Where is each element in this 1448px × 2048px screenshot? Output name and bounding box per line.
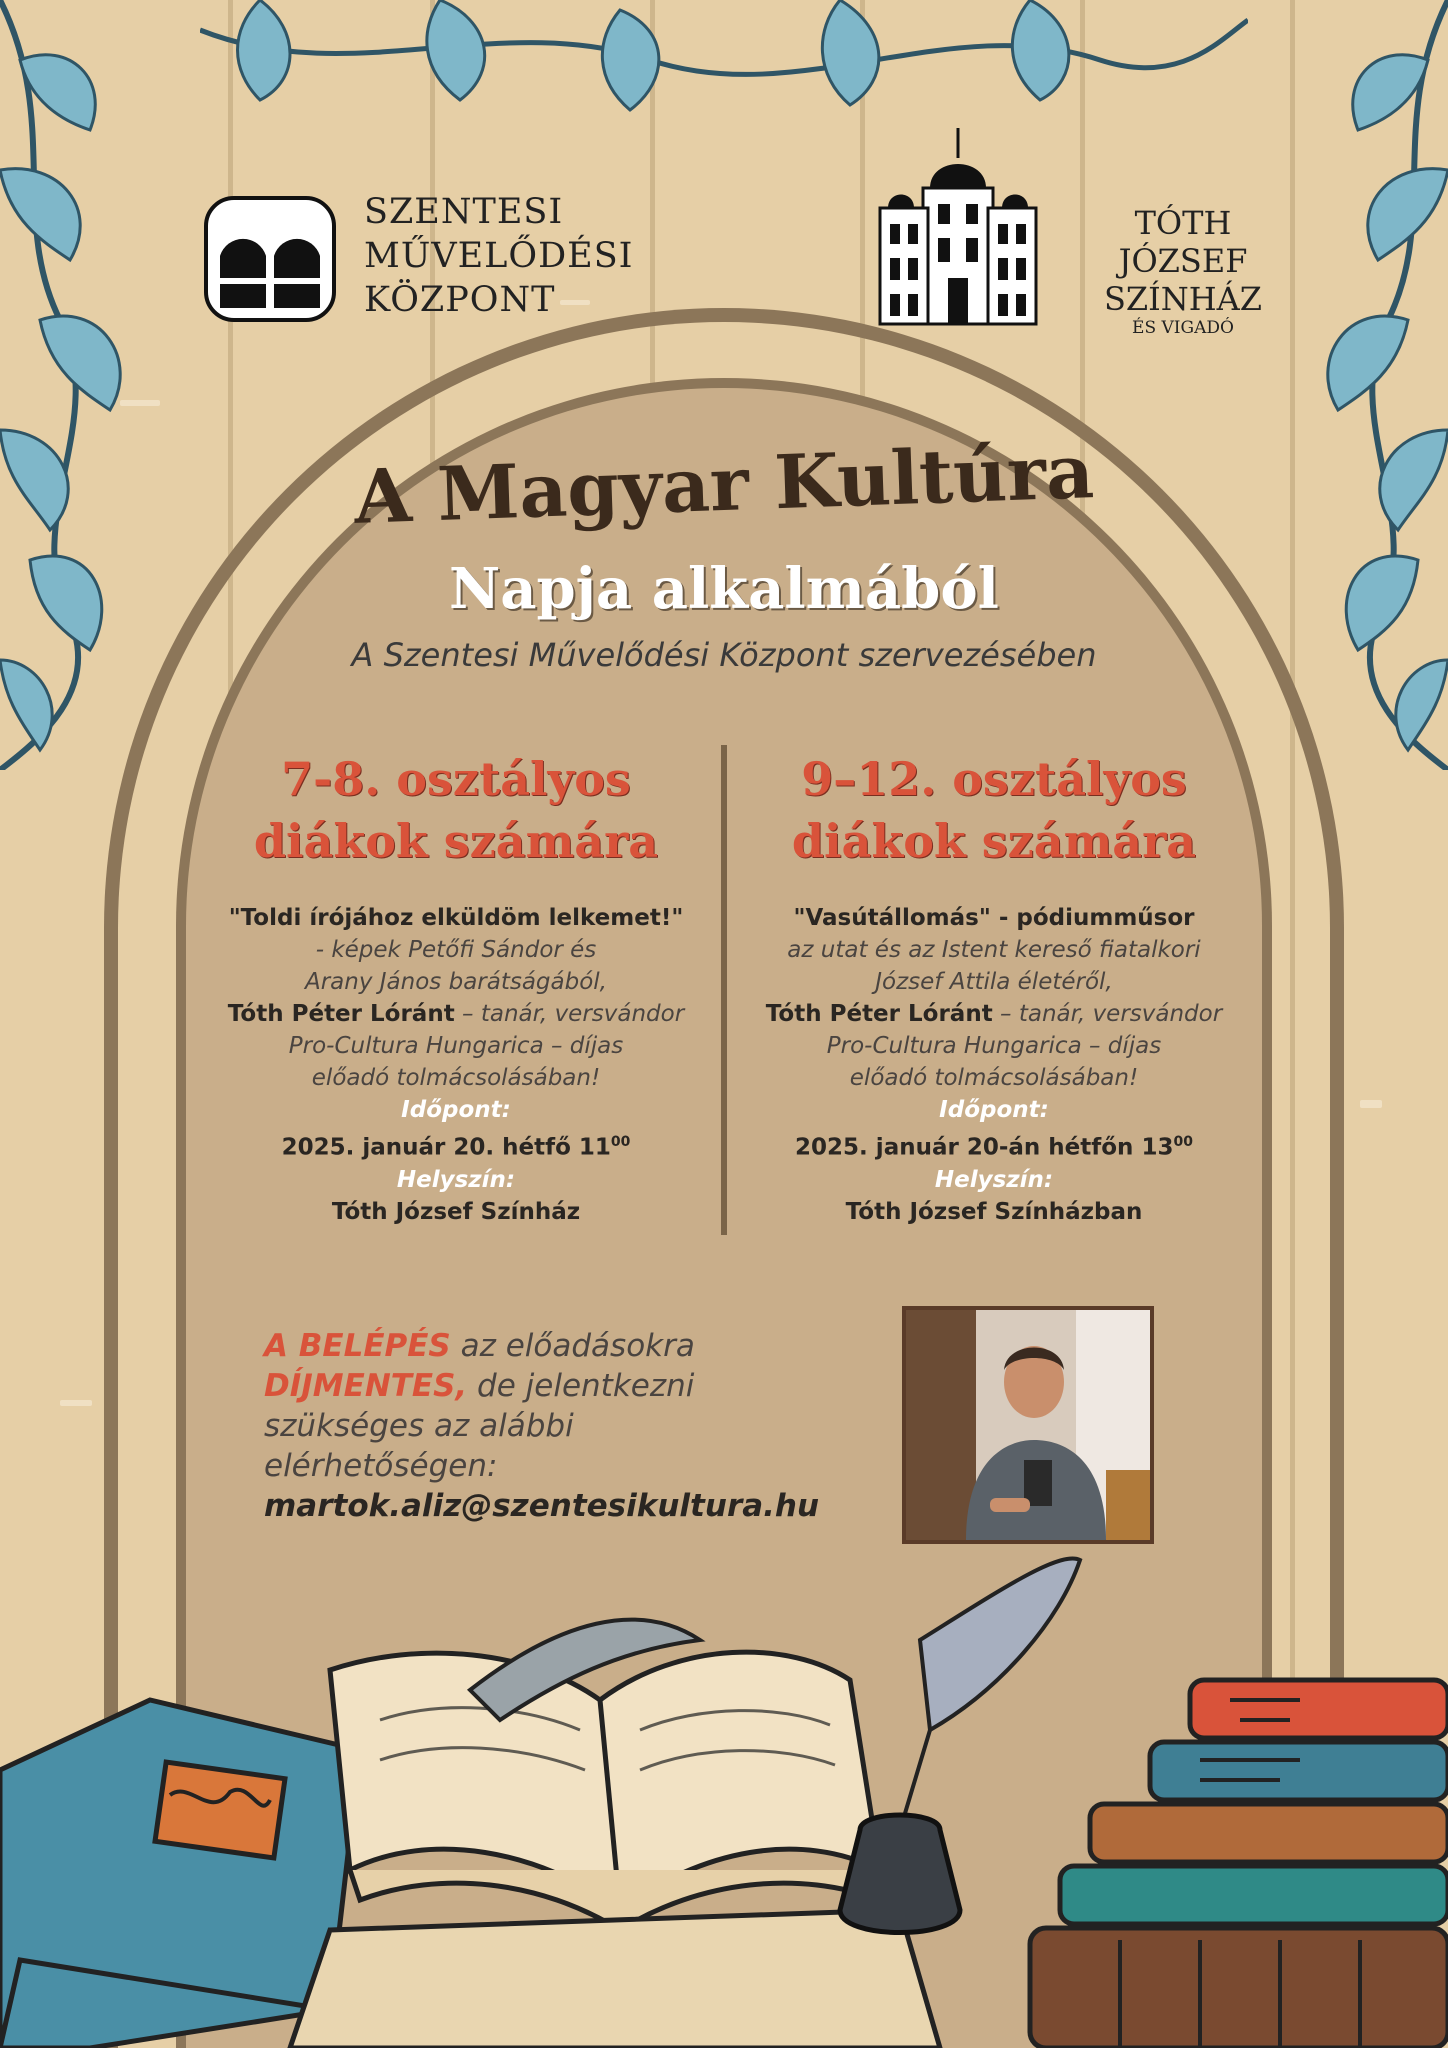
left-heading-audience: diákok számára bbox=[253, 814, 659, 868]
right-place-value: Tóth József Színházban bbox=[845, 1198, 1143, 1225]
right-logo-line-1: TÓTH JÓZSEF bbox=[1118, 204, 1248, 280]
right-performer-line bbox=[734, 998, 1254, 1030]
left-performer-name: Tóth Péter Lóránt bbox=[227, 1001, 455, 1027]
main-title-line-2: Napja alkalmából bbox=[449, 556, 999, 622]
right-place-label: Helyszín: bbox=[934, 1166, 1054, 1193]
right-program-line-b: József Attila életéről, bbox=[875, 969, 1113, 995]
column-divider bbox=[721, 745, 727, 1235]
right-logo-text bbox=[1068, 204, 1298, 338]
theatre-building-logo-icon bbox=[868, 128, 1048, 326]
entry-text-4: elérhetőségen: bbox=[264, 1448, 498, 1484]
left-program-line-c: Pro-Cultura Hungarica – díjas bbox=[288, 1033, 624, 1059]
left-time-value: 2025. január 20. hétfő 11 bbox=[281, 1134, 611, 1161]
entry-red-1: A BELÉPÉS bbox=[264, 1328, 451, 1364]
left-time-minutes: 00 bbox=[610, 1134, 631, 1150]
left-heading-grade: 7-8. osztályos bbox=[281, 752, 631, 806]
right-heading-audience: diákok számára bbox=[791, 814, 1197, 868]
left-event-column bbox=[196, 748, 716, 1228]
right-program-line-c: Pro-Cultura Hungarica – díjas bbox=[826, 1033, 1162, 1059]
left-place-label: Helyszín: bbox=[396, 1166, 516, 1193]
left-program-line-d: előadó tolmácsolásában! bbox=[311, 1065, 601, 1091]
left-logo-text bbox=[364, 190, 634, 322]
right-time-minutes: 00 bbox=[1173, 1134, 1193, 1150]
left-time-value-line bbox=[196, 1126, 716, 1164]
left-program-title: "Toldi írójához elküldöm lelkemet!" bbox=[228, 905, 684, 931]
left-program-line-b: Arany János barátságából, bbox=[304, 969, 607, 995]
entry-red-2: DÍJMENTES, bbox=[264, 1368, 468, 1404]
left-performer-line bbox=[196, 998, 716, 1030]
left-time-label: Időpont: bbox=[401, 1097, 511, 1123]
right-performer-role: – tanár, versvándor bbox=[992, 1001, 1223, 1027]
right-logo-line-3: ÉS VIGADÓ bbox=[1132, 318, 1234, 338]
left-place-value: Tóth József Színház bbox=[331, 1198, 581, 1225]
floral-ornament-top-icon bbox=[200, 0, 1248, 130]
left-logo-line-2: MŰVELŐDÉSI bbox=[364, 236, 634, 276]
right-heading-grade: 9–12. osztályos bbox=[801, 752, 1187, 806]
right-program-line-a: az utat és az Istent kereső fiatalkori bbox=[787, 937, 1201, 963]
main-title: A Magyar Kultúra bbox=[352, 429, 1096, 541]
right-logo-line-2: SZÍNHÁZ bbox=[1103, 280, 1263, 318]
entry-text-3: szükséges az alábbi bbox=[264, 1408, 574, 1444]
left-logo-line-1: SZENTESI bbox=[364, 192, 564, 232]
right-performer-name: Tóth Péter Lóránt bbox=[765, 1001, 993, 1027]
left-performer-role: – tanár, versvándor bbox=[454, 1001, 685, 1027]
right-program-title: "Vasútállomás" - pódiumműsor bbox=[793, 905, 1195, 931]
left-logo-line-3: KÖZPONT bbox=[364, 280, 556, 320]
entry-text-1: az előadásokra bbox=[450, 1328, 695, 1364]
right-time-value-line bbox=[734, 1126, 1254, 1164]
arch-windows-logo-icon bbox=[204, 196, 336, 322]
right-time-label: Időpont: bbox=[939, 1097, 1049, 1123]
left-program-line-a: - képek Petőfi Sándor és bbox=[315, 937, 597, 963]
right-time-value: 2025. január 20-án hétfőn 13 bbox=[795, 1134, 1174, 1161]
entry-text-2: de jelentkezni bbox=[467, 1368, 695, 1404]
contact-email-link[interactable]: martok.aliz@szentesikultura.hu bbox=[264, 1488, 820, 1524]
organizer-subtitle: A Szentesi Művelődési Központ szervezésében bbox=[351, 636, 1097, 674]
performer-photo-icon bbox=[906, 1310, 1150, 1540]
entry-info bbox=[264, 1326, 884, 1526]
right-event-column bbox=[734, 748, 1254, 1228]
right-program-line-d: előadó tolmácsolásában! bbox=[849, 1065, 1139, 1091]
performer-photo bbox=[902, 1306, 1154, 1544]
books-and-quill-illustration-icon bbox=[0, 1530, 1448, 2048]
